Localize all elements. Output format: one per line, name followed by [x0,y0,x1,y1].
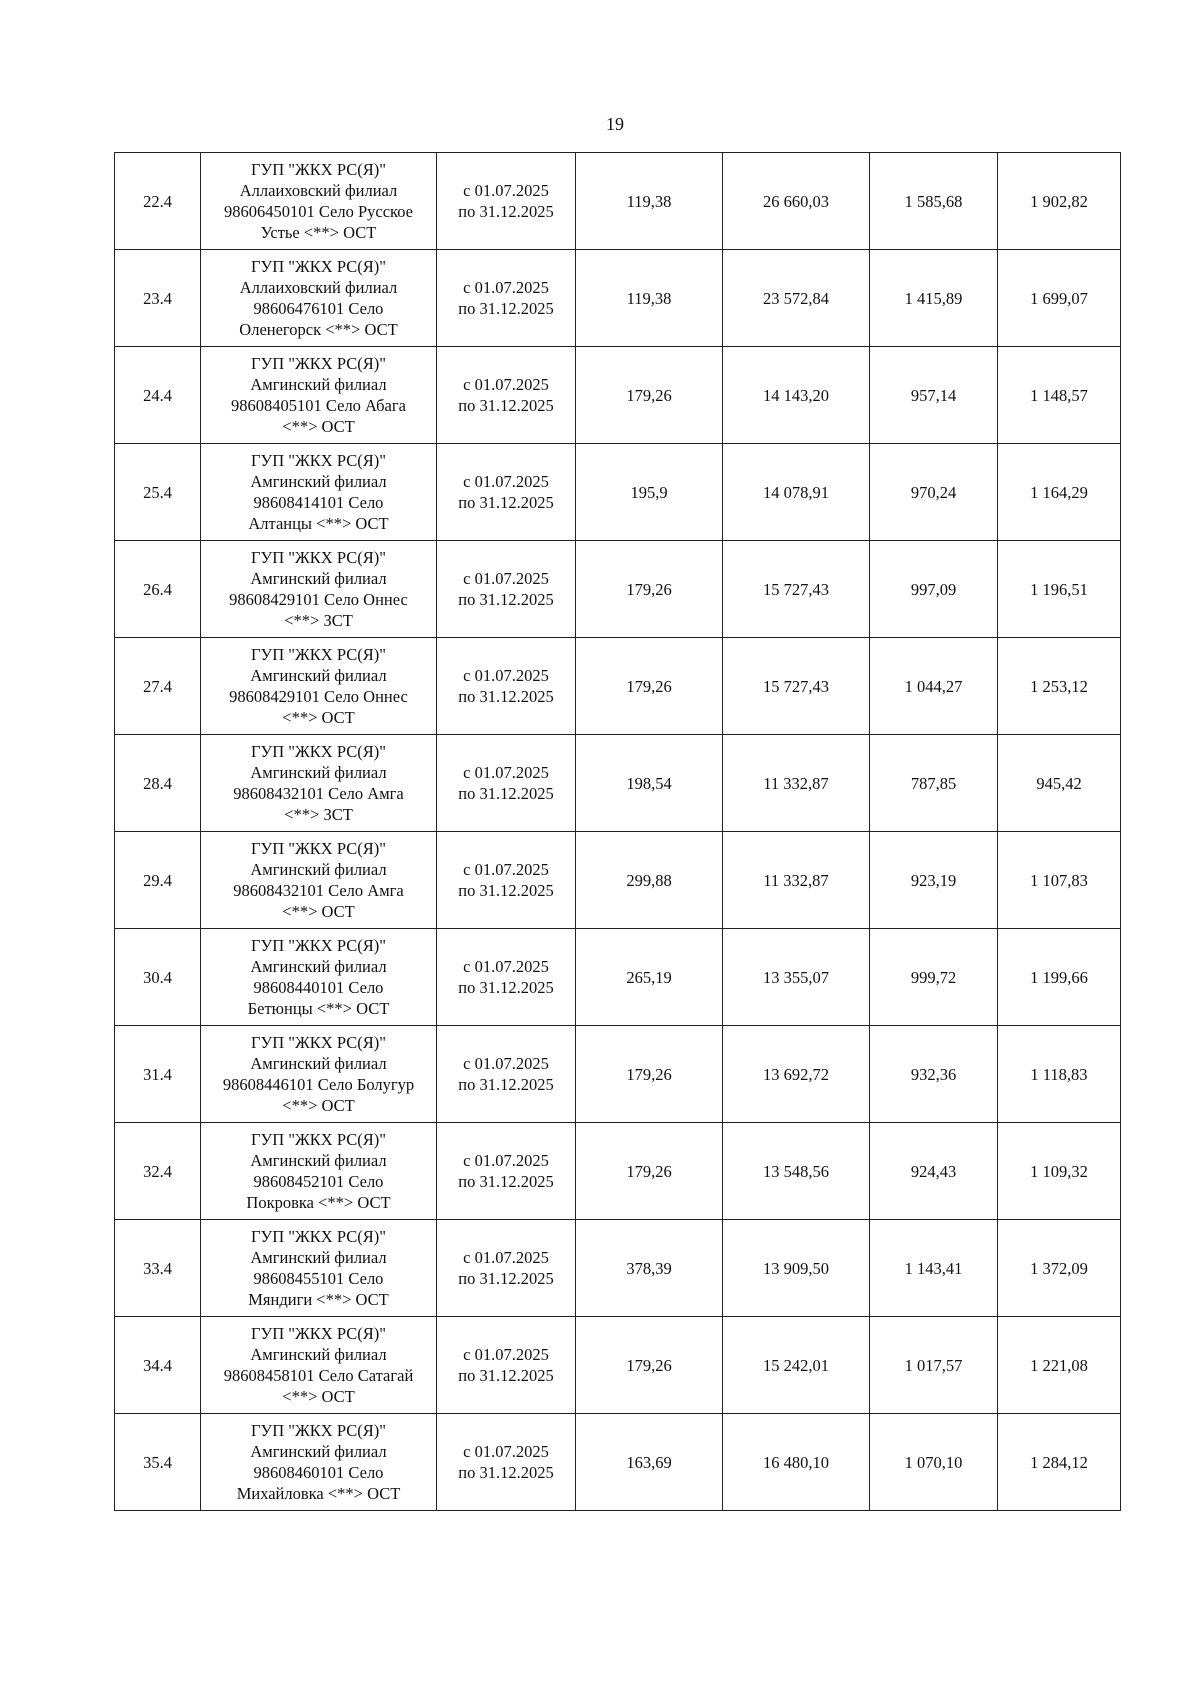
row-number-cell: 28.4 [115,735,201,832]
organization-cell [201,444,437,541]
period-line: с 01.07.2025 [463,1054,549,1073]
period-line: по 31.12.2025 [458,784,554,803]
value-cell-v1: 299,88 [576,832,723,929]
value-cell-v3: 1 017,57 [870,1317,998,1414]
organization-line: Бетюнцы <**> ОСТ [247,999,390,1018]
period-cell [437,541,576,638]
period-line: с 01.07.2025 [463,181,549,200]
organization-cell [201,1220,437,1317]
organization-line: Амгинский филиал [250,763,387,782]
period-line: по 31.12.2025 [458,1075,554,1094]
organization-line: 98608432101 Село Амга [233,881,404,900]
organization-line: Амгинский филиал [250,375,387,394]
value-cell-v4: 1 118,83 [998,1026,1121,1123]
period-cell [437,832,576,929]
organization-line: Покровка <**> ОСТ [246,1193,391,1212]
organization-line: 98608414101 Село [253,493,384,512]
organization-cell [201,250,437,347]
row-number-cell: 25.4 [115,444,201,541]
period-line: по 31.12.2025 [458,1172,554,1191]
table-body [115,153,1121,1511]
organization-line: 98608405101 Село Абага [231,396,406,415]
value-cell-v1: 195,9 [576,444,723,541]
period-cell [437,1026,576,1123]
organization-line: Амгинский филиал [250,569,387,588]
value-cell-v3: 924,43 [870,1123,998,1220]
organization-line: <**> ОСТ [282,417,355,436]
organization-line: 98608429101 Село Оннес [229,590,408,609]
value-cell-v1: 179,26 [576,638,723,735]
value-cell-v4: 1 148,57 [998,347,1121,444]
organization-line: ГУП "ЖКХ РС(Я)" [251,742,386,761]
organization-line: ГУП "ЖКХ РС(Я)" [251,1324,386,1343]
value-cell-v4: 945,42 [998,735,1121,832]
organization-line: Амгинский филиал [250,860,387,879]
period-cell [437,638,576,735]
period-line: с 01.07.2025 [463,666,549,685]
value-cell-v4: 1 199,66 [998,929,1121,1026]
period-line: по 31.12.2025 [458,396,554,415]
period-cell [437,153,576,250]
table-row [115,250,1121,347]
period-line: по 31.12.2025 [458,299,554,318]
row-number-cell: 24.4 [115,347,201,444]
period-line: по 31.12.2025 [458,881,554,900]
value-cell-v3: 1 143,41 [870,1220,998,1317]
value-cell-v2: 15 727,43 [723,541,870,638]
organization-cell [201,1317,437,1414]
period-line: по 31.12.2025 [458,202,554,221]
value-cell-v4: 1 221,08 [998,1317,1121,1414]
value-cell-v1: 378,39 [576,1220,723,1317]
period-cell [437,347,576,444]
table-row [115,1026,1121,1123]
organization-line: ГУП "ЖКХ РС(Я)" [251,548,386,567]
organization-line: ГУП "ЖКХ РС(Я)" [251,257,386,276]
value-cell-v3: 957,14 [870,347,998,444]
organization-cell [201,1026,437,1123]
period-line: с 01.07.2025 [463,1442,549,1461]
table-row [115,735,1121,832]
value-cell-v4: 1 164,29 [998,444,1121,541]
value-cell-v2: 11 332,87 [723,735,870,832]
organization-line: <**> ОСТ [282,902,355,921]
organization-line: Мяндиги <**> ОСТ [248,1290,389,1309]
period-line: по 31.12.2025 [458,1269,554,1288]
value-cell-v1: 179,26 [576,1317,723,1414]
value-cell-v4: 1 196,51 [998,541,1121,638]
value-cell-v3: 999,72 [870,929,998,1026]
organization-line: 98606450101 Село Русское [223,202,414,221]
period-cell [437,735,576,832]
period-cell [437,929,576,1026]
organization-line: ГУП "ЖКХ РС(Я)" [251,1421,386,1440]
period-line: с 01.07.2025 [463,957,549,976]
value-cell-v2: 13 548,56 [723,1123,870,1220]
value-cell-v4: 1 107,83 [998,832,1121,929]
organization-line: ГУП "ЖКХ РС(Я)" [251,1227,386,1246]
period-line: по 31.12.2025 [458,1366,554,1385]
organization-line: 98608460101 Село [253,1463,384,1482]
organization-cell [201,1414,437,1511]
period-line: с 01.07.2025 [463,763,549,782]
row-number-cell: 31.4 [115,1026,201,1123]
organization-line: Амгинский филиал [250,1054,387,1073]
value-cell-v3: 932,36 [870,1026,998,1123]
period-line: с 01.07.2025 [463,1248,549,1267]
organization-line: Амгинский филиал [250,1345,387,1364]
page-number: 19 [606,114,624,134]
row-number-cell: 23.4 [115,250,201,347]
organization-line: 98608452101 Село [253,1172,384,1191]
period-cell [437,1414,576,1511]
organization-cell [201,638,437,735]
row-number-cell: 22.4 [115,153,201,250]
value-cell-v3: 787,85 [870,735,998,832]
value-cell-v3: 997,09 [870,541,998,638]
period-cell [437,1220,576,1317]
row-number-cell: 34.4 [115,1317,201,1414]
value-cell-v3: 1 070,10 [870,1414,998,1511]
organization-line: ГУП "ЖКХ РС(Я)" [251,936,386,955]
organization-line: Устье <**> ОСТ [260,223,377,242]
value-cell-v1: 265,19 [576,929,723,1026]
organization-line: Амгинский филиал [250,1151,387,1170]
value-cell-v4: 1 253,12 [998,638,1121,735]
period-line: по 31.12.2025 [458,687,554,706]
organization-line: ГУП "ЖКХ РС(Я)" [251,160,386,179]
value-cell-v3: 1 044,27 [870,638,998,735]
organization-line: <**> ЗСТ [284,805,353,824]
value-cell-v4: 1 284,12 [998,1414,1121,1511]
row-number-cell: 26.4 [115,541,201,638]
period-line: с 01.07.2025 [463,278,549,297]
organization-line: Амгинский филиал [250,1442,387,1461]
organization-line: Аллаиховский филиал [239,278,398,297]
value-cell-v4: 1 109,32 [998,1123,1121,1220]
organization-line: 98606476101 Село [253,299,384,318]
value-cell-v2: 14 143,20 [723,347,870,444]
organization-line: ГУП "ЖКХ РС(Я)" [251,839,386,858]
value-cell-v2: 15 727,43 [723,638,870,735]
organization-line: Амгинский филиал [250,1248,387,1267]
row-number-cell: 30.4 [115,929,201,1026]
organization-line: Амгинский филиал [250,472,387,491]
period-line: по 31.12.2025 [458,978,554,997]
table-row [115,444,1121,541]
value-cell-v2: 16 480,10 [723,1414,870,1511]
organization-cell [201,832,437,929]
period-line: по 31.12.2025 [458,493,554,512]
table-row [115,832,1121,929]
value-cell-v1: 198,54 [576,735,723,832]
organization-line: Аллаиховский филиал [239,181,398,200]
organization-line: Михайловка <**> ОСТ [236,1484,401,1503]
organization-cell [201,541,437,638]
value-cell-v2: 14 078,91 [723,444,870,541]
value-cell-v3: 970,24 [870,444,998,541]
organization-line: 98608458101 Село Сатагай [223,1366,414,1385]
value-cell-v1: 179,26 [576,347,723,444]
period-line: с 01.07.2025 [463,375,549,394]
row-number-cell: 29.4 [115,832,201,929]
organization-line: ГУП "ЖКХ РС(Я)" [251,1130,386,1149]
organization-line: Алтанцы <**> ОСТ [248,514,389,533]
organization-line: 98608446101 Село Болугур [222,1075,415,1094]
organization-line: ГУП "ЖКХ РС(Я)" [251,645,386,664]
organization-cell [201,347,437,444]
organization-cell [201,929,437,1026]
organization-line: 98608440101 Село [253,978,384,997]
organization-cell [201,735,437,832]
table-row [115,541,1121,638]
value-cell-v2: 15 242,01 [723,1317,870,1414]
table-row [115,1317,1121,1414]
row-number-cell: 33.4 [115,1220,201,1317]
value-cell-v1: 119,38 [576,250,723,347]
value-cell-v2: 13 355,07 [723,929,870,1026]
period-cell [437,444,576,541]
value-cell-v3: 1 585,68 [870,153,998,250]
table-row [115,1220,1121,1317]
period-line: с 01.07.2025 [463,1345,549,1364]
organization-line: 98608455101 Село [253,1269,384,1288]
value-cell-v4: 1 699,07 [998,250,1121,347]
organization-line: <**> ОСТ [282,1387,355,1406]
period-line: с 01.07.2025 [463,472,549,491]
organization-line: <**> ОСТ [282,708,355,727]
value-cell-v3: 1 415,89 [870,250,998,347]
table-row [115,1414,1121,1511]
organization-line: Оленегорск <**> ОСТ [239,320,398,339]
period-line: по 31.12.2025 [458,590,554,609]
value-cell-v2: 11 332,87 [723,832,870,929]
organization-line: 98608429101 Село Оннес [229,687,408,706]
table-row [115,638,1121,735]
row-number-cell: 27.4 [115,638,201,735]
tariff-table [114,152,1121,1511]
value-cell-v2: 13 692,72 [723,1026,870,1123]
period-line: с 01.07.2025 [463,569,549,588]
value-cell-v1: 179,26 [576,1026,723,1123]
value-cell-v1: 163,69 [576,1414,723,1511]
value-cell-v4: 1 902,82 [998,153,1121,250]
value-cell-v3: 923,19 [870,832,998,929]
value-cell-v1: 179,26 [576,541,723,638]
value-cell-v1: 119,38 [576,153,723,250]
organization-line: <**> ОСТ [282,1096,355,1115]
period-line: по 31.12.2025 [458,1463,554,1482]
table-row [115,153,1121,250]
organization-cell [201,153,437,250]
organization-line: ГУП "ЖКХ РС(Я)" [251,1033,386,1052]
value-cell-v2: 23 572,84 [723,250,870,347]
organization-line: <**> ЗСТ [284,611,353,630]
row-number-cell: 35.4 [115,1414,201,1511]
organization-line: ГУП "ЖКХ РС(Я)" [251,354,386,373]
organization-cell [201,1123,437,1220]
table-row [115,347,1121,444]
value-cell-v1: 179,26 [576,1123,723,1220]
table-row [115,929,1121,1026]
value-cell-v2: 13 909,50 [723,1220,870,1317]
period-line: с 01.07.2025 [463,1151,549,1170]
period-cell [437,1123,576,1220]
organization-line: 98608432101 Село Амга [233,784,404,803]
value-cell-v2: 26 660,03 [723,153,870,250]
organization-line: Амгинский филиал [250,666,387,685]
row-number-cell: 32.4 [115,1123,201,1220]
organization-line: ГУП "ЖКХ РС(Я)" [251,451,386,470]
period-line: с 01.07.2025 [463,860,549,879]
value-cell-v4: 1 372,09 [998,1220,1121,1317]
period-cell [437,250,576,347]
organization-line: Амгинский филиал [250,957,387,976]
period-cell [437,1317,576,1414]
table-row [115,1123,1121,1220]
